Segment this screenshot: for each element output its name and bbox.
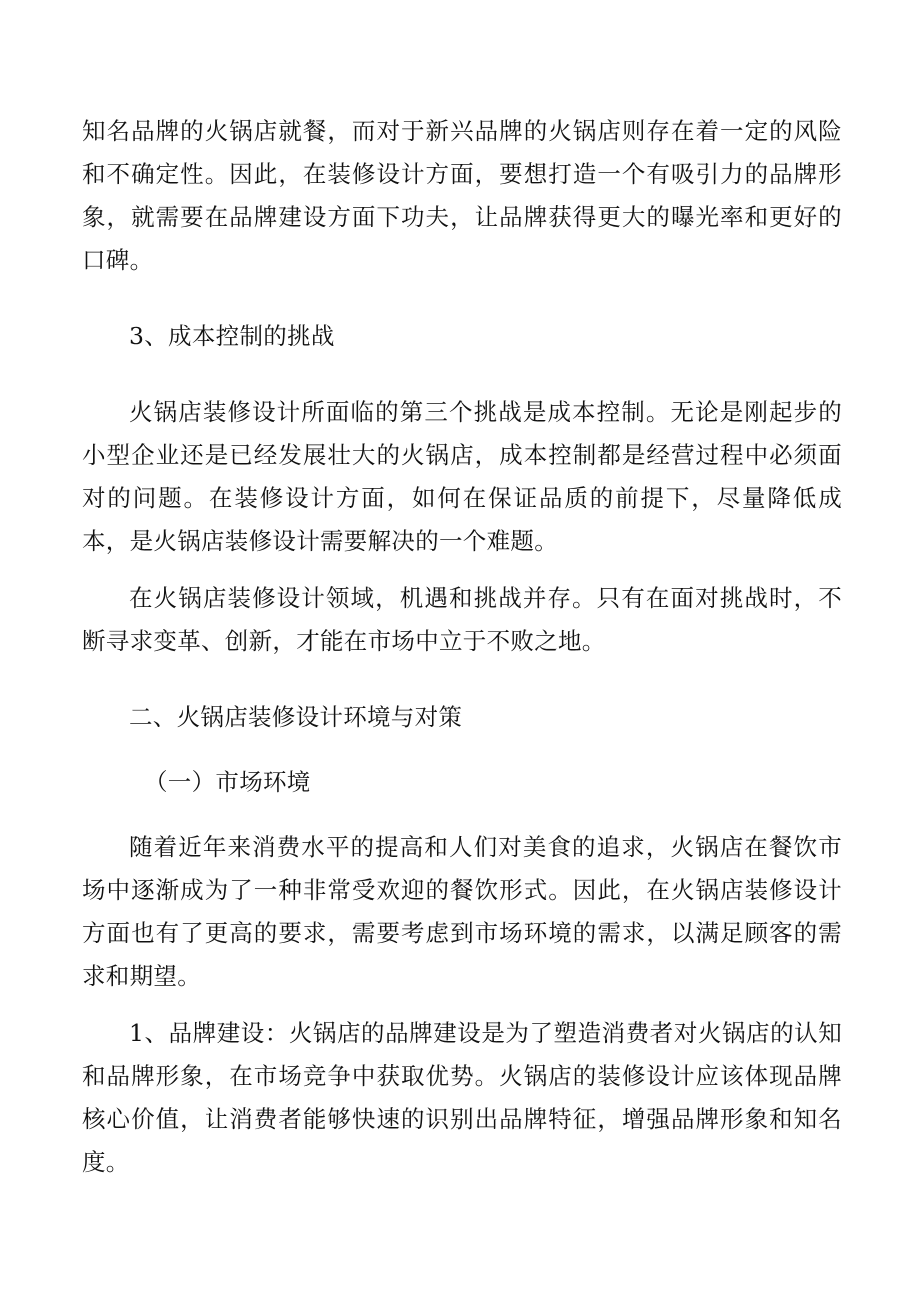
document-body bbox=[82, 110, 842, 1184]
paragraph-cost-control: 火锅店装修设计所面临的第三个挑战是成本控制。无论是刚起步的小型企业还是已经发展壮大的火锅店，成本控制都是经营过程中必须面对的问题。在装修设计方面，如何在保证品质的前提下，尽量降低成本，是火锅店装修设计需要解决的一个难题。 bbox=[82, 398, 842, 555]
subsection-heading-market: （一）市场环境 bbox=[144, 768, 311, 796]
paragraph-opportunity: 在火锅店装修设计领域，机遇和挑战并存。只有在面对挑战时，不断寻求变革、创新，才能在市场中立于不败之地。 bbox=[82, 584, 842, 655]
paragraph-market: 随着近年来消费水平的提高和人们对美食的追求，火锅店在餐饮市场中逐渐成为了一种非常受欢迎的餐饮形式。因此，在火锅店装修设计方面也有了更高的要求，需要考虑到市场环境的需求，以满足顾客的需求和期望。 bbox=[82, 833, 842, 990]
paragraph-brand-building: 1、品牌建设：火锅店的品牌建设是为了塑造消费者对火锅店的认知和品牌形象，在市场竞争中获取优势。火锅店的装修设计应该体现品牌核心价值，让消费者能够快速的识别出品牌特征，增强品牌形象和知名度。 bbox=[82, 1019, 842, 1176]
paragraph-continued: 知名品牌的火锅店就餐，而对于新兴品牌的火锅店则存在着一定的风险和不确定性。因此，在装修设计方面，要想打造一个有吸引力的品牌形象，就需要在品牌建设方面下功夫，让品牌获得更大的曝光率和更好的口碑。 bbox=[82, 117, 842, 274]
chapter-heading-environment: 二、火锅店装修设计环境与对策 bbox=[129, 703, 463, 731]
section-heading-cost-control: 3、成本控制的挑战 bbox=[129, 322, 335, 350]
